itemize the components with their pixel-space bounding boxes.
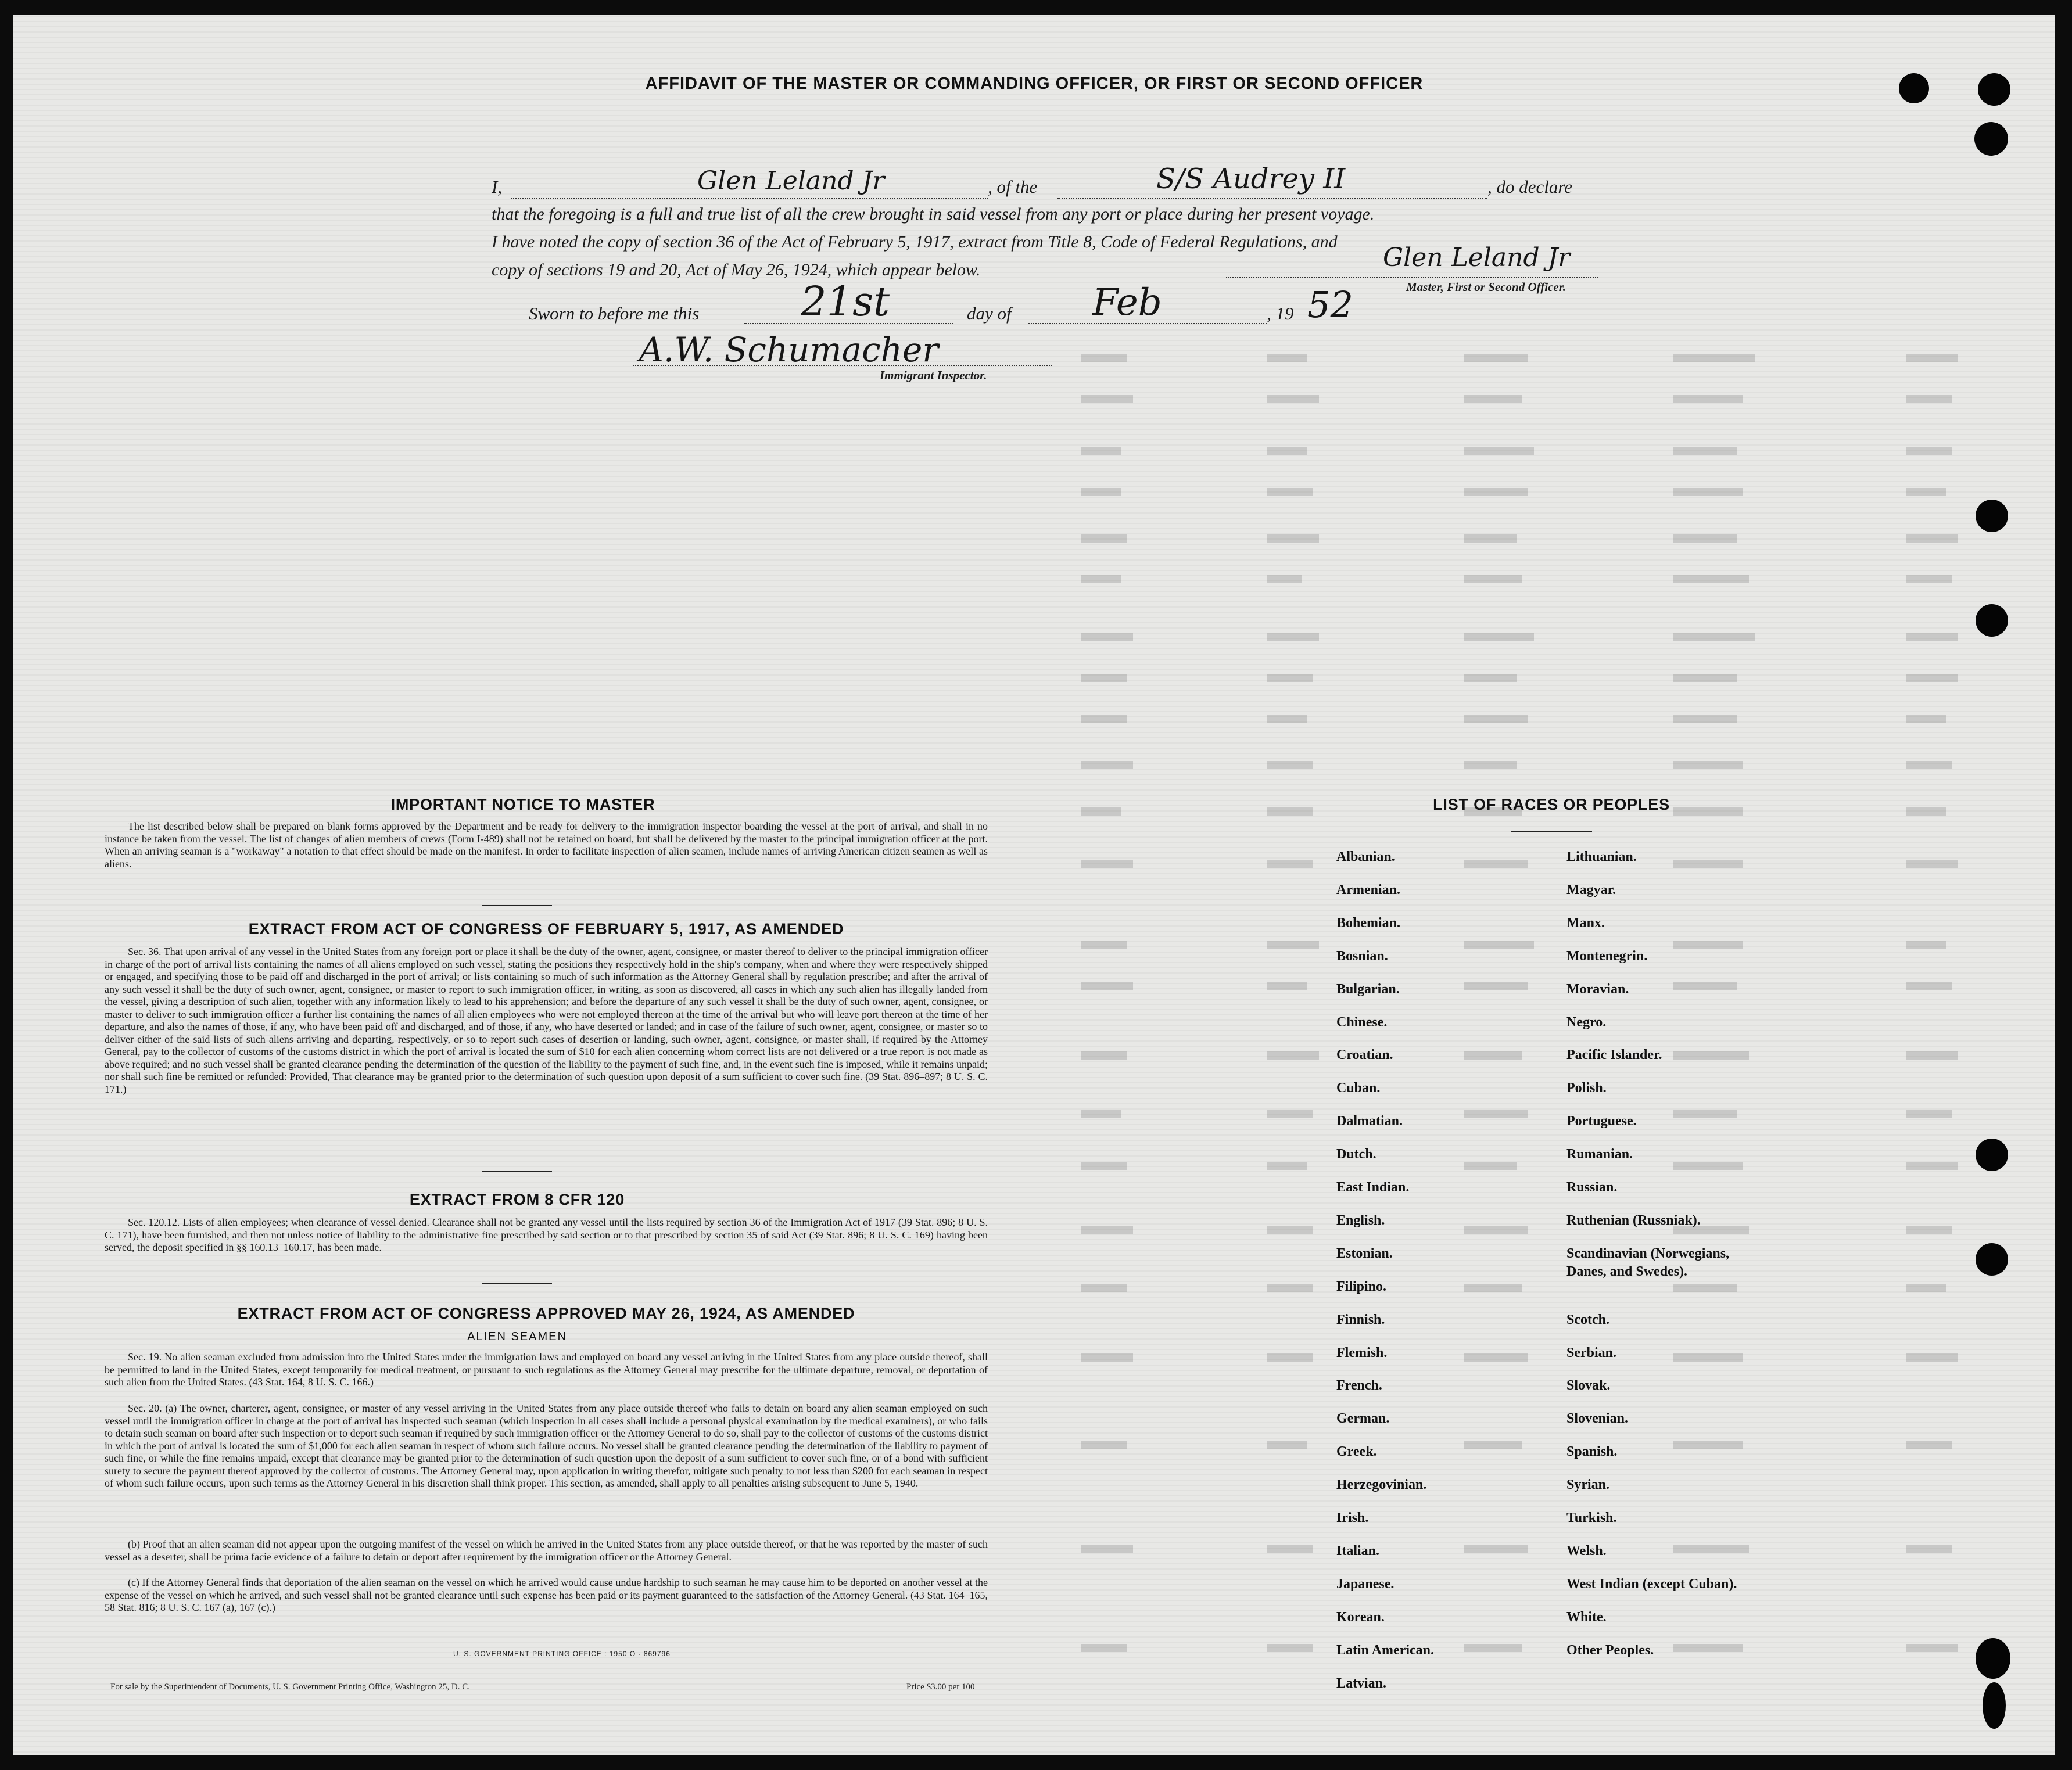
notice-heading: IMPORTANT NOTICE TO MASTER: [390, 796, 655, 813]
race-item: Dutch.: [1336, 1147, 1376, 1162]
race-item: Latin American.: [1336, 1643, 1434, 1658]
sworn-text: Sworn to before me this: [529, 303, 700, 324]
race-item: Italian.: [1336, 1543, 1380, 1559]
race-item: Irish.: [1336, 1510, 1369, 1525]
notice-text: The list described below shall be prepared on blank forms approved by the Department and be ready for delivery to the immigration inspector boarding the vessel at the port of arrival, and shall in no instance be taken from the vessel. The list of changes of alien members of crews (Form I-489) shall not be retained on board, but shall be delivered by the master to the principal immigration officer at the port. When an arriving seaman is a "workaway" a notation to that effect should be made on the manifest. In order to facilitate inspection of alien seamen, include names of arriving American citizen seamen as well as aliens.: [105, 820, 988, 870]
extract-1917-heading: EXTRACT FROM ACT OF CONGRESS OF FEBRUARY 5, 1917, AS AMENDED: [248, 920, 844, 938]
race-item: East Indian.: [1336, 1180, 1410, 1195]
race-item: Magyar.: [1566, 882, 1616, 897]
race-item: Greek.: [1336, 1444, 1377, 1459]
footer-price: Price $3.00 per 100: [906, 1682, 975, 1692]
day-of-text: day of: [967, 303, 1012, 324]
race-item: Bosnian.: [1336, 949, 1388, 964]
scan-edge-left: [0, 0, 13, 1770]
master-signature-caption: Master, First or Second Officer.: [1406, 280, 1566, 294]
race-item: Lithuanian.: [1566, 849, 1637, 864]
extract-cfr-text: Sec. 120.12. Lists of alien employees; when clearance of vessel denied. Clearance shall not be granted any vessel until the lists required by section 36 of the Immigration Act of 1917 (39 Stat. 896; 8 U. S. C. 171), have been furnished, and then not unless notice of liability to the administrative fine prescribed by said section or to that prescribed by section 35 of said Act (39 Stat. 896; 8 U. S. C. 169) having been served, the deposit specified in §§ 160.13–160.17, has been made.: [105, 1216, 988, 1253]
race-item: Finnish.: [1336, 1312, 1385, 1327]
scan-edge-top: [0, 0, 2072, 15]
affidavit-title: AFFIDAVIT OF THE MASTER OR COMMANDING OFFICER, OR FIRST OR SECOND OFFICER: [645, 74, 1424, 93]
section-20b-text: (b) Proof that an alien seaman did not appear upon the outgoing manifest of the vessel on which he arrived in the United States from any place outside thereof, or that he was reported by the master of such vessel as a deserter, shall be prima facie evidence of a failure to detain or deport after requirement by the immigration officer or the Attorney General.: [105, 1538, 988, 1563]
race-item: Scandinavian (Norwegians,: [1566, 1246, 1730, 1261]
inspector-signature: A.W. Schumacher: [639, 330, 939, 369]
race-item: Scotch.: [1566, 1312, 1609, 1327]
affidavit-line3: I have noted the copy of section 36 of the Act of February 5, 1917, extract from Title 8, Code of Federal Regulations, and: [492, 232, 1338, 252]
race-item: Turkish.: [1566, 1510, 1617, 1525]
extract-cfr-heading: EXTRACT FROM 8 CFR 120: [409, 1191, 625, 1208]
master-name-line: [511, 198, 988, 199]
race-item: Slovenian.: [1566, 1411, 1629, 1426]
race-item: French.: [1336, 1378, 1382, 1393]
year-prefix: , 19: [1267, 303, 1294, 324]
race-item: Dalmatian.: [1336, 1114, 1403, 1129]
race-item: Herzegovinian.: [1336, 1477, 1427, 1492]
race-item: Welsh.: [1566, 1543, 1607, 1559]
race-item: Manx.: [1566, 915, 1605, 931]
year-suffix-handwriting: 52: [1307, 283, 1353, 326]
footer-sale-note: For sale by the Superintendent of Documents, U. S. Government Printing Office, Washington 25, D. C.: [110, 1682, 470, 1692]
race-item: Albanian.: [1336, 849, 1395, 864]
divider-rule: [482, 905, 552, 906]
race-item: White.: [1566, 1610, 1607, 1625]
affidavit-line4: copy of sections 19 and 20, Act of May 26, 1924, which appear below.: [492, 260, 981, 279]
race-item: Serbian.: [1566, 1345, 1617, 1360]
races-heading: LIST OF RACES OR PEOPLES: [1433, 796, 1670, 813]
race-item: Japanese.: [1336, 1577, 1395, 1592]
affidavit-of-the: , of the: [988, 177, 1038, 197]
extract-1924-heading: EXTRACT FROM ACT OF CONGRESS APPROVED MAY 26, 1924, AS AMENDED: [237, 1305, 855, 1322]
race-item: German.: [1336, 1411, 1390, 1426]
section-19-text: Sec. 19. No alien seaman excluded from admission into the United States under the immigration laws and employed on board any vessel arriving in the United States from any place outside thereof, shall be permitted to land in the United States, except temporarily for medical treatment, or pursuant to such regulations as the Attorney General may prescribe for the ultimate departure, removal, or deportation of such alien from the United States. (43 Stat. 164, 8 U. S. C. 166.): [105, 1351, 988, 1388]
race-item: Negro.: [1566, 1015, 1607, 1030]
master-signature-line: [1226, 277, 1598, 278]
race-item: Cuban.: [1336, 1080, 1381, 1096]
race-item: Flemish.: [1336, 1345, 1388, 1360]
punch-hole: [1899, 73, 1929, 103]
affidavit-line1-start: I,: [492, 177, 503, 197]
race-item: Rumanian.: [1566, 1147, 1633, 1162]
race-item: Ruthenian (Russniak).: [1566, 1213, 1701, 1228]
affidavit-declare: , do declare: [1487, 177, 1573, 197]
race-item: Filipino.: [1336, 1279, 1387, 1294]
affidavit-line2: that the foregoing is a full and true list of all the crew brought in said vessel from any port or place during her present voyage.: [492, 204, 1375, 224]
race-item: Slovak.: [1566, 1378, 1611, 1393]
race-item: Polish.: [1566, 1080, 1607, 1096]
punch-hole: [1974, 122, 2008, 156]
race-item: Bohemian.: [1336, 915, 1401, 931]
master-signature: Glen Leland Jr: [1383, 243, 1571, 272]
race-item: Estonian.: [1336, 1246, 1393, 1261]
race-item: Russian.: [1566, 1180, 1618, 1195]
race-item: Croatian.: [1336, 1047, 1393, 1062]
race-item: West Indian (except Cuban).: [1566, 1577, 1737, 1592]
sworn-month-handwriting: Feb: [1092, 281, 1162, 324]
master-name-handwriting: Glen Leland Jr: [697, 166, 885, 196]
race-item: Other Peoples.: [1566, 1643, 1654, 1658]
race-item: Portuguese.: [1566, 1114, 1637, 1129]
divider-rule: [482, 1171, 552, 1172]
race-item: Latvian.: [1336, 1676, 1387, 1691]
alien-seamen-subheading: ALIEN SEAMEN: [467, 1330, 567, 1343]
race-item: Montenegrin.: [1566, 949, 1648, 964]
race-item: Spanish.: [1566, 1444, 1618, 1459]
races-heading-rule: [1511, 831, 1592, 832]
section-20c-text: (c) If the Attorney General finds that deportation of the alien seaman on the vessel on which he arrived would cause undue hardship to such seaman he may cause him to be deported on another vessel at the expense of the vessel on which he arrived, and such vessel shall not be granted clearance until such expense has been paid or its payment guaranteed to the satisfaction of the Attorney General. (43 Stat. 164–165, 58 Stat. 816; 8 U. S. C. 167 (a), 167 (c).): [105, 1577, 988, 1613]
vessel-name-handwriting: S/S Audrey II: [1156, 163, 1346, 195]
sworn-day-handwriting: 21st: [801, 278, 890, 325]
scan-edge-bottom: [0, 1755, 2072, 1770]
extract-1917-text: Sec. 36. That upon arrival of any vessel in the United States from any foreign port or place it shall be the duty of the owner, agent, consignee, or master thereof to deliver to the principal immigration officer in charge of the port of arrival lists containing the names of all aliens employed on such vessel, stating the positions they respectively hold in the ship's company, when and where they were respectively shipped or engaged, and specifying those to be paid off and discharged in the port of arrival; or lists containing so much of such information as the Attorney General shall by regulation prescribe; and after the arrival of any such vessel it shall be the duty of such owner, agent, consignee, or master to report to such immigration officer, in writing, as soon as discovered, all cases in which any such alien has illegally landed from the vessel, giving a description of such alien, together with any information likely to lead to his apprehension; and before the departure of any such vessel it shall be the duty of such owner, agent, consignee, or master to deliver to such immigration officer a further list containing the names of all alien employees who were not employed thereon at the time of the arrival but who will leave port thereon at the time of her departure, and also the names of those, if any, who have been paid off and discharged, and of those, if any, who have deserted or landed; and in case of the failure of such owner, agent, consignee, or master so to deliver either of the said lists of such aliens arriving and departing, respectively, or so to report such cases of desertion or landing, such owner, agent, consignee, or master shall, if required by the Attorney General, pay to the collector of customs of the customs district in which the port of arrival is located the sum of $10 for each alien concerning whom correct lists are not delivered or a true report is not made as above required; and no such vessel shall be granted clearance pending the determination of the question of the liability to the payment of such fine, and, in the event such fine is imposed, while it remains unpaid; nor shall such fine be remitted or refunded: Provided, That clearance may be granted prior to the determination of such question upon deposit of a sum sufficient to cover such fine. (39 Stat. 896–897; 8 U. S. C. 171.): [105, 946, 988, 1095]
race-item: Korean.: [1336, 1610, 1385, 1625]
race-item: Bulgarian.: [1336, 982, 1400, 997]
race-item: Danes, and Swedes).: [1566, 1264, 1688, 1279]
race-item: Armenian.: [1336, 882, 1400, 897]
race-item: English.: [1336, 1213, 1385, 1228]
race-item: Chinese.: [1336, 1015, 1388, 1030]
race-item: Pacific Islander.: [1566, 1047, 1662, 1062]
race-item: Syrian.: [1566, 1477, 1610, 1492]
gpo-imprint: U. S. GOVERNMENT PRINTING OFFICE : 1950 O - 869796: [453, 1650, 671, 1658]
inspector-caption: Immigrant Inspector.: [880, 368, 987, 382]
section-20a-text: Sec. 20. (a) The owner, charterer, agent, consignee, or master of any vessel arriving in the United States from any place outside thereof who fails to detain on board any alien seaman employed on such vessel until the immigration officer in charge at the port of arrival has inspected such seaman (which inspection in all cases shall include a personal physical examination by the medical examiners), or who fails to detain such seaman on board after such inspection or to deport such seaman if required by such immigration officer or the Attorney General to do so, shall pay to the collector of customs of the customs district in which the port of arrival is located the sum of $1,000 for each alien seaman in respect of whom such failure occurs. No vessel shall be granted clearance pending the determination of the liability to payment of such fine, or while the fine remains unpaid, except that clearance may be granted prior to the determination of such question upon the deposit of a sum sufficient to cover such fine, or of a bond with sufficient surety to secure the payment thereof approved by the collector of customs. The Attorney General may, upon application in writing therefor, mitigate such penalty to not less than $200 for each seaman in respect of whom such failure occurs, upon such terms as the Attorney General in his discretion shall think proper. This section, as amended, shall apply to all penalties arising subsequent to June 5, 1940.: [105, 1402, 988, 1489]
vessel-name-line: [1057, 198, 1487, 199]
scan-edge-right: [2055, 0, 2072, 1770]
divider-rule: [482, 1283, 552, 1284]
punch-hole: [1978, 73, 2010, 106]
race-item: Moravian.: [1566, 982, 1629, 997]
